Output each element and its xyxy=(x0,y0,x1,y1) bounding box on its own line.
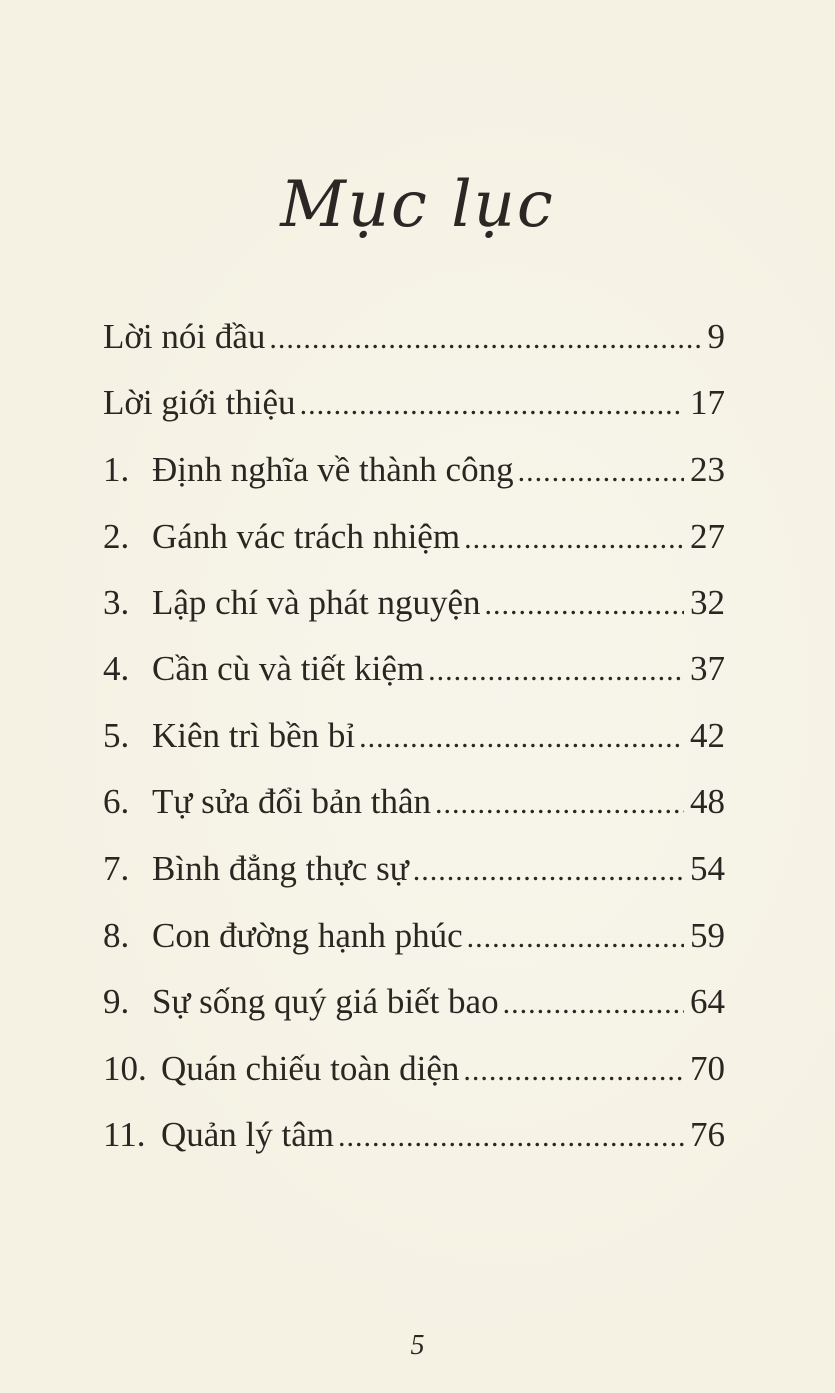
toc-entry-number: 9. xyxy=(103,982,130,1021)
toc-entry-page: 32 xyxy=(690,583,725,622)
toc-entry-label: Định nghĩa về thành công xyxy=(152,450,514,489)
toc-entry xyxy=(103,646,725,692)
toc-entry-label: Gánh vác trách nhiệm xyxy=(152,517,461,556)
toc-entry-label: Lời giới thiệu xyxy=(103,383,296,422)
toc-entry-page: 76 xyxy=(690,1115,725,1154)
toc-entry xyxy=(103,1046,725,1092)
toc-leader-dots xyxy=(463,1048,684,1094)
toc-entry xyxy=(103,846,725,892)
toc-entry-number: 4. xyxy=(103,649,130,688)
toc-entry xyxy=(103,913,725,959)
toc-entry-label: Cần cù và tiết kiệm xyxy=(152,649,425,688)
page-title: Mục lục xyxy=(280,168,555,242)
toc-entry-page: 48 xyxy=(690,782,725,821)
page-number: 5 xyxy=(410,1330,425,1361)
toc-entry-label: Kiên trì bền bỉ xyxy=(152,716,356,755)
toc-leader-dots xyxy=(269,316,701,362)
toc-leader-dots xyxy=(428,648,684,694)
toc-entry xyxy=(103,514,725,560)
toc-entry-label: Quản lý tâm xyxy=(161,1115,335,1154)
toc-entry xyxy=(103,380,725,426)
toc-entry-label: Lập chí và phát nguyện xyxy=(152,583,481,622)
toc-entry-number: 11. xyxy=(103,1115,146,1154)
toc-leader-dots xyxy=(503,981,684,1027)
toc-entry-page: 17 xyxy=(690,383,725,422)
toc-entry-page: 64 xyxy=(690,982,725,1021)
toc-entry-number: 1. xyxy=(103,450,130,489)
toc-entry-label: Con đường hạnh phúc xyxy=(152,916,463,955)
toc-entry-page: 70 xyxy=(690,1049,725,1088)
toc-entry-page: 42 xyxy=(690,716,725,755)
toc-entry-label: Lời nói đầu xyxy=(103,317,266,356)
toc-entry xyxy=(103,580,725,626)
toc-entry-number: 10. xyxy=(103,1049,147,1088)
toc-entry xyxy=(103,779,725,825)
toc-entry-label: Tự sửa đổi bản thân xyxy=(152,782,431,821)
toc-entry-page: 59 xyxy=(690,916,725,955)
toc-leader-dots xyxy=(435,781,684,827)
toc-entry-page: 37 xyxy=(690,649,725,688)
toc-leader-dots xyxy=(300,382,684,428)
toc-entry-page: 23 xyxy=(690,450,725,489)
toc-leader-dots xyxy=(518,449,684,495)
toc-entry-number: 7. xyxy=(103,849,130,888)
toc-entry-number: 2. xyxy=(103,517,130,556)
toc-entry-number: 5. xyxy=(103,716,130,755)
toc-entry xyxy=(103,314,725,360)
toc-leader-dots xyxy=(413,848,684,894)
toc-leader-dots xyxy=(359,715,684,761)
toc-entry xyxy=(103,713,725,759)
toc-entry-number: 8. xyxy=(103,916,130,955)
toc-entry-label: Quán chiếu toàn diện xyxy=(161,1049,460,1088)
toc-entry xyxy=(103,447,725,493)
toc-entry xyxy=(103,1112,725,1158)
toc-entry-number: 6. xyxy=(103,782,130,821)
toc-leader-dots xyxy=(338,1114,684,1160)
toc-entry-number: 3. xyxy=(103,583,130,622)
toc-leader-dots xyxy=(464,516,684,562)
toc-entry-page: 9 xyxy=(707,317,725,356)
toc-entry xyxy=(103,979,725,1025)
toc-entry-label: Sự sống quý giá biết bao xyxy=(152,982,499,1021)
toc-entry-label: Bình đẳng thực sự xyxy=(152,849,409,888)
toc-entry-page: 54 xyxy=(690,849,725,888)
toc-leader-dots xyxy=(485,582,684,628)
toc-leader-dots xyxy=(467,915,684,961)
toc-entry-page: 27 xyxy=(690,517,725,556)
